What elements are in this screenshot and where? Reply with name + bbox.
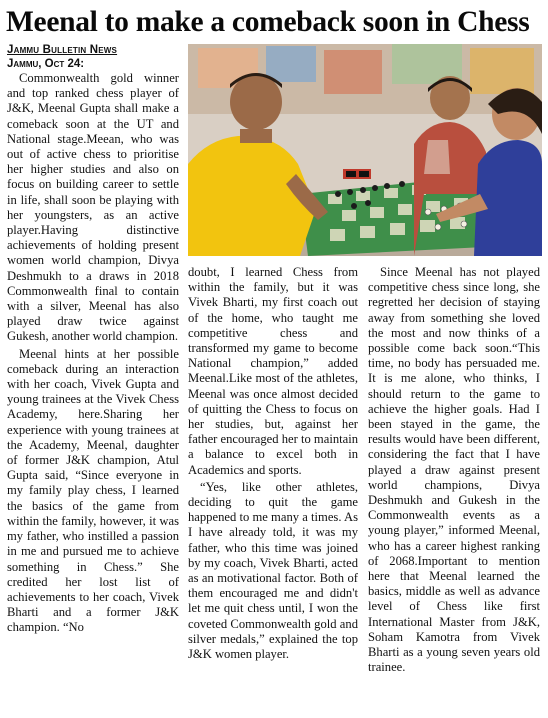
column1-paragraph-2: Meenal hints at her possible comeback during an interaction with her coach, Vivek Gupta and young trainees at the Vivek Chess Academy, here.Sharing her experience with young trainees at the Academy, Meenal, daughter of former J&K champion, Atul Gupta said, “Since everyone in my family play chess, I learned the basics of the game from within the family, however, it was my father, who instilled a passion in me and pursued me to achieve something in Chess.” She credited her lost list of achievements to her coach, Vivek Bharti and a former J&K champion. “No [7, 346, 179, 635]
byline: Jammu Bulletin News [7, 44, 118, 56]
column2-paragraph-2: “Yes, like other athletes, deciding to quit the game happened to me many a times. As I have already told, it was my father, who this time was joined by my coach, Vivek Bharti, acted as an motivational factor. Both of them encouraged me and didn't let me quit chess until, I won the coveted Commonwealth gold and silver medals,” explained the top J&K women player. [188, 479, 358, 662]
headline: Meenal to make a comeback soon in Chess [6, 6, 530, 38]
chess-training-photo [188, 44, 542, 256]
column1-paragraph-1: Commonwealth gold winner and top ranked chess player of J&K, Meenal Gupta shall make a comeback soon at the UT and National stage.Meean, who was out of active chess to prioritise her higher studies and also on focus on building career to settle in life, shall soon be playing with her youngsters, as an active player.Having distinctive achievements of holding present women world champion, Divya Deshmukh to a draws in 2018 Commonwealth final to contain with a silver, Meenal has also played draw twice against Gukesh, another world champion. [7, 71, 179, 344]
column2-paragraph-1: doubt, I learned Chess from within the family, but it was Vivek Bharti, my first coach out of the home, who taught me competitive chess and transformed my game to become National champion,” added Meenal.Like most of the athletes, Meenal was once almost decided of quitting the Chess to focus on her studies, but, against her father encouraged her to maintain a balance to excel both in Academics and sports. [188, 265, 358, 477]
article-column-3 [368, 265, 540, 677]
article-column-2 [188, 265, 358, 664]
article-column-1 [7, 44, 179, 638]
column3-paragraph-1: Since Meenal has not played competitive chess since long, she regretted her decision of staying away from something she loved the most and now thinks of a possible come back soon.“This time, no body has persuaded me. It is me alone, who thinks, I should return to the game to achieve the higher goals. Had I been stayed in the game, the results would have been different, considering the fact that I have played a draw against present world champions, Divya Deshmukh and Gukesh in the Commonwealth events as a young player,” informed Meenal, who has a career highest ranking of 2068.Important to mention here that Meenal learned the basics, middle as well as advance level of Chess like first International Master from J&K, Soham Kamotra from Vivek Bharti as a young seven years old trainee. [368, 265, 540, 675]
dateline: Jammu, Oct 24: [7, 57, 85, 70]
